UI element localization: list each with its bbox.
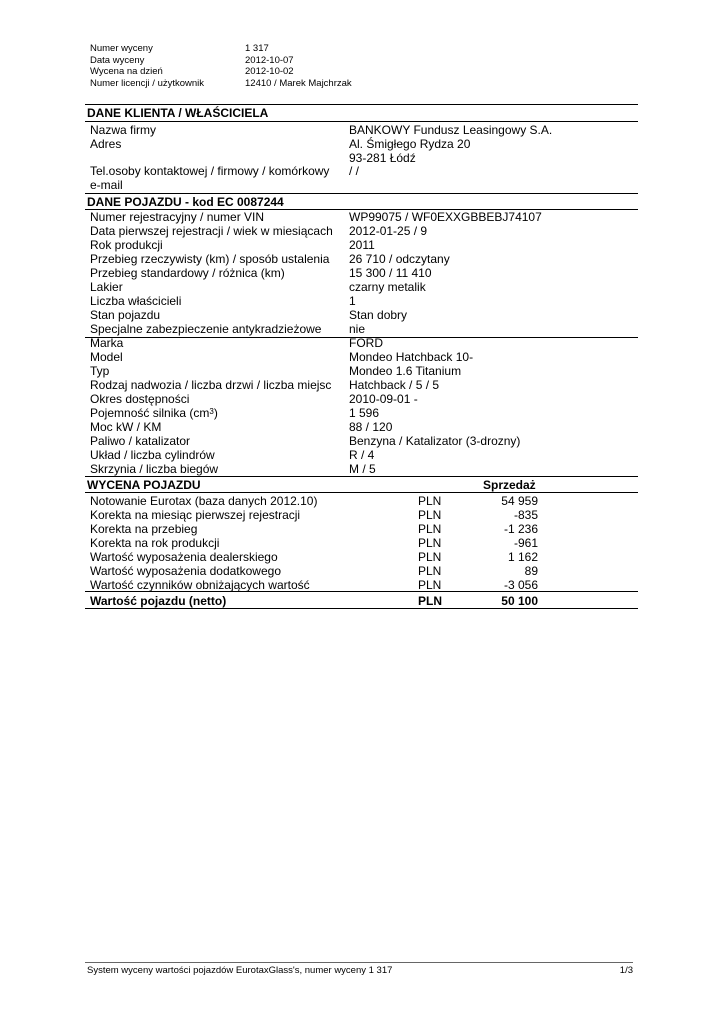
currency: PLN: [418, 578, 442, 592]
field-value: 26 710 / odczytany: [349, 252, 450, 266]
field-label: Przebieg rzeczywisty (km) / sposób ustalenia: [90, 252, 330, 266]
field-label: [90, 406, 218, 420]
superscript: 3: [209, 407, 214, 416]
meta-label: Data wyceny: [90, 54, 145, 66]
field-value: M / 5: [349, 462, 376, 476]
meta-row: [90, 66, 352, 78]
label-text: ): [213, 406, 218, 420]
sales-column-header: Sprzedaż: [483, 478, 536, 492]
divider: [85, 608, 638, 609]
field-value: 15 300 / 11 410: [349, 266, 432, 280]
field-label: Moc kW / KM: [90, 420, 162, 434]
currency: PLN: [418, 536, 442, 550]
meta-row: [90, 43, 352, 55]
field-label: Specjalne zabezpieczenie antykradzieżowe: [90, 322, 322, 336]
currency: PLN: [418, 550, 442, 564]
field-value: 1 596: [349, 406, 380, 420]
meta-label: Numer licencji / użytkownik: [90, 77, 205, 89]
meta-row: [90, 55, 352, 67]
meta-value: 2012-10-07: [245, 54, 294, 66]
total-amount: 50 100: [501, 594, 538, 608]
field-label: Notowanie Eurotax (baza danych 2012.10): [90, 494, 318, 508]
page-footer: [87, 965, 633, 976]
divider: [85, 492, 638, 493]
field-value: 88 / 120: [349, 420, 393, 434]
meta-value: 1 317: [245, 43, 269, 54]
meta-row: [90, 78, 352, 90]
amount: -961: [513, 536, 538, 550]
field-value: 2012-01-25 / 9: [349, 224, 428, 238]
field-label: Wartość czynników obniżających wartość: [90, 578, 310, 592]
divider: [85, 476, 638, 477]
divider: [85, 104, 638, 105]
field-value: BANKOWY Fundusz Leasingowy S.A.: [349, 123, 553, 137]
field-label: Lakier: [90, 280, 123, 294]
footer-text: System wyceny wartości pojazdów EurotaxGlass's, numer wyceny 1 317: [87, 965, 393, 976]
amount: -1 236: [503, 522, 538, 536]
field-label: Korekta na miesiąc pierwszej rejestracji: [90, 508, 301, 522]
field-value: FORD: [349, 336, 383, 350]
field-label: Numer rejestracyjny / numer VIN: [90, 210, 265, 224]
amount: 89: [524, 564, 538, 578]
field-label: Korekta na przebieg: [90, 522, 198, 536]
currency: PLN: [418, 522, 442, 536]
divider: [85, 121, 638, 122]
meta-value: 2012-10-02: [245, 66, 294, 77]
field-value: Stan dobry: [349, 308, 408, 322]
field-value: / /: [349, 164, 360, 178]
field-label: Przebieg standardowy / różnica (km): [90, 266, 285, 280]
field-value: Mondeo 1.6 Titanium: [349, 364, 462, 378]
field-label: Data pierwszej rejestracji / wiek w miesiącach: [90, 224, 333, 238]
field-value: nie: [349, 322, 366, 336]
amount: 1 162: [507, 550, 538, 564]
field-value: WP99075 / WF0EXXGBBEBJ74107: [349, 210, 542, 224]
valuation-meta: [90, 43, 352, 89]
field-label: Model: [90, 350, 123, 364]
field-value: 2011: [349, 238, 375, 252]
field-value: Al. Śmigłego Rydza 20: [349, 137, 471, 151]
field-label: Okres dostępności: [90, 392, 190, 406]
currency: PLN: [418, 594, 442, 608]
field-label: Rodzaj nadwozia / liczba drzwi / liczba miejsc: [90, 378, 332, 392]
valuation-section-title: WYCENA POJAZDU: [87, 478, 201, 492]
field-label: Tel.osoby kontaktowej / firmowy / komórkowy: [90, 164, 330, 178]
field-label: Rok produkcji: [90, 238, 163, 252]
field-label: Wartość wyposażenia dealerskiego: [90, 550, 278, 564]
currency: PLN: [418, 508, 442, 522]
field-label: Nazwa firmy: [90, 123, 157, 137]
client-section-title: DANE KLIENTA / WŁAŚCICIELA: [87, 106, 269, 120]
field-value: czarny metalik: [349, 280, 426, 294]
label-text: Pojemność silnika (cm: [90, 406, 210, 420]
page-number: 1/3: [619, 965, 633, 976]
field-label: Liczba właścicieli: [90, 294, 182, 308]
currency: PLN: [418, 564, 442, 578]
field-value: Hatchback / 5 / 5: [349, 378, 440, 392]
amount: -835: [513, 508, 538, 522]
field-label: Korekta na rok produkcji: [90, 536, 220, 550]
meta-value: 12410 / Marek Majchrzak: [245, 77, 352, 89]
field-label: Układ / liczba cylindrów: [90, 448, 215, 462]
divider: [85, 591, 638, 592]
amount: 54 959: [501, 494, 538, 508]
vehicle-section-title: DANE POJAZDU - kod EC 0087244: [87, 195, 284, 209]
field-value: Mondeo Hatchback 10-: [349, 350, 474, 364]
field-value: 1: [349, 294, 356, 308]
footer-divider: [85, 962, 633, 963]
field-label: Paliwo / katalizator: [90, 434, 191, 448]
amount: -3 056: [503, 578, 538, 592]
field-label: Skrzynia / liczba biegów: [90, 462, 219, 476]
field-label: e-mail: [90, 178, 123, 192]
total-label: Wartość pojazdu (netto): [90, 594, 227, 608]
field-value: 2010-09-01 -: [349, 392, 418, 406]
field-value: 93-281 Łódź: [349, 151, 416, 165]
meta-label: Wycena na dzień: [90, 66, 163, 77]
field-label: Adres: [90, 137, 122, 151]
field-label: Stan pojazdu: [90, 308, 161, 322]
field-value: Benzyna / Katalizator (3-drozny): [349, 434, 521, 448]
field-value: R / 4: [349, 448, 375, 462]
field-label: Marka: [90, 336, 124, 350]
currency: PLN: [418, 494, 442, 508]
meta-label: Numer wyceny: [90, 43, 153, 54]
field-label: Typ: [90, 364, 110, 378]
field-label: Wartość wyposażenia dodatkowego: [90, 564, 281, 578]
divider: [85, 193, 638, 194]
